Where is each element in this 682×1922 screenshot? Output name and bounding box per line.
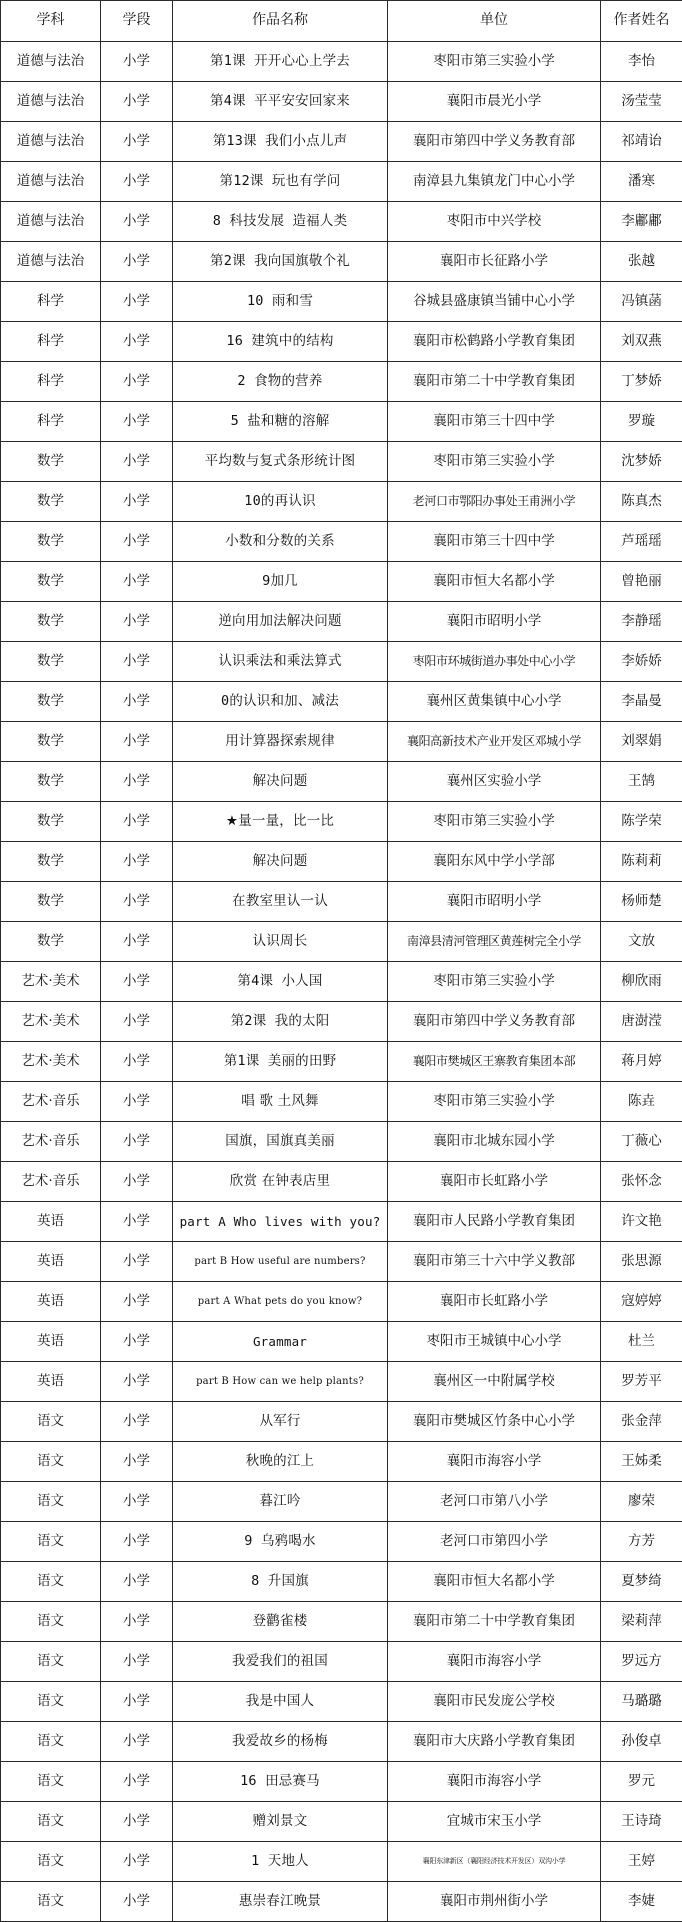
cell-stage: 小学 <box>101 1322 173 1362</box>
cell-author: 丁梦娇 <box>601 362 682 402</box>
cell-subject: 语文 <box>1 1642 101 1682</box>
cell-stage: 小学 <box>101 42 173 82</box>
cell-work-title: 8 科技发展 造福人类 <box>173 202 388 242</box>
cell-subject: 语文 <box>1 1762 101 1802</box>
cell-unit: 襄阳市恒大名都小学 <box>388 1562 601 1602</box>
cell-subject: 英语 <box>1 1322 101 1362</box>
cell-unit: 襄阳市大庆路小学教育集团 <box>388 1722 601 1762</box>
table-row <box>1 1322 682 1362</box>
cell-author: 李静瑶 <box>601 602 682 642</box>
cell-work-title: 平均数与复式条形统计图 <box>173 442 388 482</box>
cell-author: 廖荣 <box>601 1482 682 1522</box>
table-row <box>1 1082 682 1122</box>
cell-subject: 语文 <box>1 1402 101 1442</box>
table-row <box>1 1602 682 1642</box>
cell-author: 方芳 <box>601 1522 682 1562</box>
cell-stage: 小学 <box>101 242 173 282</box>
cell-work-title: 第4课 平平安安回家来 <box>173 82 388 122</box>
cell-author: 曾艳丽 <box>601 562 682 602</box>
cell-stage: 小学 <box>101 922 173 962</box>
cell-stage: 小学 <box>101 1842 173 1882</box>
cell-unit: 襄阳东风中学小学部 <box>388 842 601 882</box>
cell-work-title: 认识乘法和乘法算式 <box>173 642 388 682</box>
cell-unit: 襄阳市樊城区竹条中心小学 <box>388 1402 601 1442</box>
cell-subject: 语文 <box>1 1682 101 1722</box>
cell-unit: 襄阳市长虹路小学 <box>388 1162 601 1202</box>
cell-work-title: 8 升国旗 <box>173 1562 388 1602</box>
cell-unit: 襄阳市恒大名都小学 <box>388 562 601 602</box>
cell-subject: 数学 <box>1 682 101 722</box>
cell-unit: 枣阳市中兴学校 <box>388 202 601 242</box>
cell-stage: 小学 <box>101 482 173 522</box>
table-row <box>1 82 682 122</box>
cell-author: 刘双燕 <box>601 322 682 362</box>
cell-author: 罗芳平 <box>601 1362 682 1402</box>
cell-unit: 襄州区实验小学 <box>388 762 601 802</box>
cell-stage: 小学 <box>101 1122 173 1162</box>
cell-work-title: 我爱我们的祖国 <box>173 1642 388 1682</box>
cell-work-title: 第12课 玩也有学问 <box>173 162 388 202</box>
cell-unit: 襄阳市松鹤路小学教育集团 <box>388 322 601 362</box>
cell-work-title: 逆向用加法解决问题 <box>173 602 388 642</box>
cell-stage: 小学 <box>101 962 173 1002</box>
cell-work-title: 第13课 我们小点儿声 <box>173 122 388 162</box>
table-row <box>1 1402 682 1442</box>
cell-author: 张金萍 <box>601 1402 682 1442</box>
cell-stage: 小学 <box>101 1002 173 1042</box>
cell-stage: 小学 <box>101 1082 173 1122</box>
cell-stage: 小学 <box>101 1882 173 1922</box>
cell-unit: 枣阳市第三实验小学 <box>388 802 601 842</box>
cell-author: 祁靖诒 <box>601 122 682 162</box>
table-row <box>1 1682 682 1722</box>
table-row <box>1 1122 682 1162</box>
cell-stage: 小学 <box>101 802 173 842</box>
cell-stage: 小学 <box>101 1802 173 1842</box>
cell-subject: 语文 <box>1 1562 101 1602</box>
cell-work-title: 我是中国人 <box>173 1682 388 1722</box>
cell-unit: 枣阳市第三实验小学 <box>388 1082 601 1122</box>
cell-author: 文放 <box>601 922 682 962</box>
cell-stage: 小学 <box>101 762 173 802</box>
cell-subject: 艺术·音乐 <box>1 1122 101 1162</box>
cell-subject: 数学 <box>1 642 101 682</box>
cell-unit: 枣阳市第三实验小学 <box>388 42 601 82</box>
cell-work-title: part A What pets do you know? <box>173 1282 388 1322</box>
cell-unit: 襄阳市第三十四中学 <box>388 522 601 562</box>
cell-work-title: 认识周长 <box>173 922 388 962</box>
cell-unit: 襄阳市海容小学 <box>388 1642 601 1682</box>
cell-work-title: 16 田忌赛马 <box>173 1762 388 1802</box>
cell-stage: 小学 <box>101 562 173 602</box>
cell-subject: 数学 <box>1 762 101 802</box>
table-row <box>1 1522 682 1562</box>
table-row <box>1 1042 682 1082</box>
cell-subject: 道德与法治 <box>1 202 101 242</box>
cell-work-title: part B How can we help plants? <box>173 1362 388 1402</box>
cell-unit: 襄阳市第二十中学教育集团 <box>388 1602 601 1642</box>
cell-author: 刘翠娟 <box>601 722 682 762</box>
cell-unit: 南漳县清河管理区黄莲树完全小学 <box>388 922 601 962</box>
cell-unit: 襄阳市人民路小学教育集团 <box>388 1202 601 1242</box>
cell-work-title: 秋晚的江上 <box>173 1442 388 1482</box>
table-row <box>1 442 682 482</box>
cell-unit: 老河口市第八小学 <box>388 1482 601 1522</box>
cell-stage: 小学 <box>101 1722 173 1762</box>
cell-work-title: 1 天地人 <box>173 1842 388 1882</box>
cell-author: 杨师楚 <box>601 882 682 922</box>
cell-work-title: 唱 歌 土风舞 <box>173 1082 388 1122</box>
cell-author: 孙俊卓 <box>601 1722 682 1762</box>
cell-work-title: 解决问题 <box>173 762 388 802</box>
cell-work-title: 在教室里认一认 <box>173 882 388 922</box>
cell-unit: 枣阳市王城镇中心小学 <box>388 1322 601 1362</box>
cell-unit: 襄阳市海容小学 <box>388 1762 601 1802</box>
cell-unit: 襄阳市第四中学义务教育部 <box>388 122 601 162</box>
cell-unit: 宜城市宋玉小学 <box>388 1802 601 1842</box>
cell-author: 寇婷婷 <box>601 1282 682 1322</box>
cell-work-title: 我爱故乡的杨梅 <box>173 1722 388 1762</box>
cell-work-title: 9加几 <box>173 562 388 602</box>
cell-stage: 小学 <box>101 282 173 322</box>
cell-work-title: 5 盐和糖的溶解 <box>173 402 388 442</box>
cell-stage: 小学 <box>101 1242 173 1282</box>
cell-author: 王诗琦 <box>601 1802 682 1842</box>
cell-work-title: 第2课 我向国旗敬个礼 <box>173 242 388 282</box>
cell-author: 陈莉莉 <box>601 842 682 882</box>
table-row <box>1 602 682 642</box>
cell-subject: 数学 <box>1 482 101 522</box>
cell-author: 张越 <box>601 242 682 282</box>
cell-subject: 道德与法治 <box>1 242 101 282</box>
cell-stage: 小学 <box>101 82 173 122</box>
cell-author: 张怀念 <box>601 1162 682 1202</box>
cell-unit: 谷城县盛康镇当铺中心小学 <box>388 282 601 322</box>
cell-author: 李怡 <box>601 42 682 82</box>
cell-author: 许文艳 <box>601 1202 682 1242</box>
cell-stage: 小学 <box>101 722 173 762</box>
table-row <box>1 482 682 522</box>
cell-subject: 语文 <box>1 1602 101 1642</box>
cell-stage: 小学 <box>101 1282 173 1322</box>
cell-stage: 小学 <box>101 1362 173 1402</box>
table-row <box>1 1802 682 1842</box>
cell-unit: 襄州区黄集镇中心小学 <box>388 682 601 722</box>
cell-work-title: 第4课 小人国 <box>173 962 388 1002</box>
cell-unit: 襄阳市第三十四中学 <box>388 402 601 442</box>
table-row <box>1 922 682 962</box>
cell-stage: 小学 <box>101 842 173 882</box>
cell-work-title: 10的再认识 <box>173 482 388 522</box>
cell-author: 杜兰 <box>601 1322 682 1362</box>
header-subject: 学科 <box>1 1 101 42</box>
cell-subject: 英语 <box>1 1242 101 1282</box>
cell-work-title: 惠崇春江晚景 <box>173 1882 388 1922</box>
cell-unit: 襄阳市民发庞公学校 <box>388 1682 601 1722</box>
cell-stage: 小学 <box>101 1682 173 1722</box>
cell-subject: 语文 <box>1 1442 101 1482</box>
table-row <box>1 402 682 442</box>
cell-author: 张思源 <box>601 1242 682 1282</box>
cell-work-title: 欣赏 在钟表店里 <box>173 1162 388 1202</box>
table-row <box>1 1202 682 1242</box>
cell-author: 梁莉萍 <box>601 1602 682 1642</box>
cell-work-title: 国旗，国旗真美丽 <box>173 1122 388 1162</box>
cell-work-title: 登鹳雀楼 <box>173 1602 388 1642</box>
cell-subject: 语文 <box>1 1482 101 1522</box>
cell-unit: 襄阳东津新区（襄阳经济技术开发区）双沟小学 <box>388 1842 601 1882</box>
cell-stage: 小学 <box>101 122 173 162</box>
header-stage: 学段 <box>101 1 173 42</box>
cell-author: 汤莹莹 <box>601 82 682 122</box>
table-row <box>1 722 682 762</box>
cell-work-title: 赠刘景文 <box>173 1802 388 1842</box>
cell-subject: 语文 <box>1 1522 101 1562</box>
cell-subject: 英语 <box>1 1362 101 1402</box>
cell-unit: 襄阳市长虹路小学 <box>388 1282 601 1322</box>
cell-author: 王姊柔 <box>601 1442 682 1482</box>
table-body <box>1 42 682 1922</box>
cell-subject: 艺术·美术 <box>1 1042 101 1082</box>
cell-author: 李鄘鄘 <box>601 202 682 242</box>
cell-work-title: Grammar <box>173 1322 388 1362</box>
cell-author: 罗璇 <box>601 402 682 442</box>
cell-author: 冯镇菡 <box>601 282 682 322</box>
cell-author: 沈梦娇 <box>601 442 682 482</box>
table-row <box>1 202 682 242</box>
cell-author: 潘寒 <box>601 162 682 202</box>
cell-author: 李娇娇 <box>601 642 682 682</box>
cell-work-title: 第1课 开开心心上学去 <box>173 42 388 82</box>
cell-unit: 老河口市第四小学 <box>388 1522 601 1562</box>
cell-author: 夏梦绮 <box>601 1562 682 1602</box>
cell-stage: 小学 <box>101 362 173 402</box>
cell-subject: 道德与法治 <box>1 42 101 82</box>
cell-stage: 小学 <box>101 1162 173 1202</box>
cell-author: 罗元 <box>601 1762 682 1802</box>
table-row <box>1 882 682 922</box>
cell-stage: 小学 <box>101 1642 173 1682</box>
table-row <box>1 1562 682 1602</box>
cell-work-title: 0的认识和加、减法 <box>173 682 388 722</box>
table-row <box>1 322 682 362</box>
cell-unit: 襄阳市荆州街小学 <box>388 1882 601 1922</box>
cell-work-title: 2 食物的营养 <box>173 362 388 402</box>
header-author: 作者姓名 <box>601 1 682 42</box>
cell-subject: 道德与法治 <box>1 162 101 202</box>
table-row <box>1 1722 682 1762</box>
cell-work-title: 第1课 美丽的田野 <box>173 1042 388 1082</box>
cell-subject: 科学 <box>1 362 101 402</box>
cell-author: 李晶曼 <box>601 682 682 722</box>
cell-work-title: part B How useful are numbers? <box>173 1242 388 1282</box>
cell-author: 马璐璐 <box>601 1682 682 1722</box>
table-row <box>1 282 682 322</box>
cell-subject: 艺术·美术 <box>1 962 101 1002</box>
cell-stage: 小学 <box>101 1042 173 1082</box>
cell-work-title: 第2课 我的太阳 <box>173 1002 388 1042</box>
cell-author: 芦瑶瑶 <box>601 522 682 562</box>
cell-stage: 小学 <box>101 322 173 362</box>
table-row <box>1 1002 682 1042</box>
cell-stage: 小学 <box>101 602 173 642</box>
cell-stage: 小学 <box>101 162 173 202</box>
table-row <box>1 1162 682 1202</box>
cell-author: 罗远方 <box>601 1642 682 1682</box>
cell-subject: 语文 <box>1 1722 101 1762</box>
cell-subject: 数学 <box>1 842 101 882</box>
cell-subject: 数学 <box>1 722 101 762</box>
cell-work-title: 16 建筑中的结构 <box>173 322 388 362</box>
cell-stage: 小学 <box>101 1602 173 1642</box>
cell-work-title: 用计算器探索规律 <box>173 722 388 762</box>
cell-stage: 小学 <box>101 202 173 242</box>
table-row <box>1 682 682 722</box>
table-row <box>1 1282 682 1322</box>
cell-stage: 小学 <box>101 1482 173 1522</box>
cell-stage: 小学 <box>101 402 173 442</box>
cell-unit: 襄阳市第二十中学教育集团 <box>388 362 601 402</box>
cell-unit: 南漳县九集镇龙门中心小学 <box>388 162 601 202</box>
cell-author: 王婷 <box>601 1842 682 1882</box>
cell-subject: 艺术·音乐 <box>1 1162 101 1202</box>
cell-subject: 科学 <box>1 402 101 442</box>
cell-author: 蒋月婷 <box>601 1042 682 1082</box>
cell-stage: 小学 <box>101 1762 173 1802</box>
table-row <box>1 522 682 562</box>
cell-subject: 科学 <box>1 282 101 322</box>
cell-stage: 小学 <box>101 1402 173 1442</box>
cell-subject: 数学 <box>1 882 101 922</box>
cell-stage: 小学 <box>101 442 173 482</box>
cell-subject: 英语 <box>1 1202 101 1242</box>
cell-stage: 小学 <box>101 1442 173 1482</box>
cell-subject: 语文 <box>1 1882 101 1922</box>
cell-subject: 数学 <box>1 602 101 642</box>
cell-unit: 枣阳市环城街道办事处中心小学 <box>388 642 601 682</box>
cell-stage: 小学 <box>101 642 173 682</box>
cell-author: 柳欣雨 <box>601 962 682 1002</box>
table-row <box>1 962 682 1002</box>
cell-subject: 语文 <box>1 1842 101 1882</box>
table-row <box>1 122 682 162</box>
table-row <box>1 1762 682 1802</box>
cell-author: 陈真杰 <box>601 482 682 522</box>
cell-subject: 数学 <box>1 522 101 562</box>
cell-unit: 襄阳市长征路小学 <box>388 242 601 282</box>
table-row <box>1 1242 682 1282</box>
cell-unit: 老河口市鄂阳办事处王甫洲小学 <box>388 482 601 522</box>
cell-subject: 语文 <box>1 1802 101 1842</box>
cell-unit: 襄阳市晨光小学 <box>388 82 601 122</box>
cell-work-title: 暮江吟 <box>173 1482 388 1522</box>
table-row <box>1 42 682 82</box>
cell-subject: 数学 <box>1 562 101 602</box>
cell-stage: 小学 <box>101 522 173 562</box>
cell-subject: 数学 <box>1 442 101 482</box>
cell-stage: 小学 <box>101 1562 173 1602</box>
table-row <box>1 1362 682 1402</box>
cell-author: 唐澍滢 <box>601 1002 682 1042</box>
cell-unit: 襄阳市昭明小学 <box>388 602 601 642</box>
cell-subject: 数学 <box>1 802 101 842</box>
cell-subject: 英语 <box>1 1282 101 1322</box>
cell-stage: 小学 <box>101 1522 173 1562</box>
cell-stage: 小学 <box>101 882 173 922</box>
cell-work-title: part A Who lives with you? <box>173 1202 388 1242</box>
cell-unit: 襄阳市海容小学 <box>388 1442 601 1482</box>
cell-unit: 襄阳市樊城区王寨教育集团本部 <box>388 1042 601 1082</box>
header-row <box>1 1 682 42</box>
table-row <box>1 1442 682 1482</box>
cell-unit: 襄阳市第四中学义务教育部 <box>388 1002 601 1042</box>
cell-unit: 襄阳市第三十六中学义教部 <box>388 1242 601 1282</box>
table-row <box>1 162 682 202</box>
cell-work-title: 解决问题 <box>173 842 388 882</box>
cell-author: 陈垚 <box>601 1082 682 1122</box>
cell-stage: 小学 <box>101 1202 173 1242</box>
cell-unit: 襄阳市昭明小学 <box>388 882 601 922</box>
table-row <box>1 362 682 402</box>
cell-author: 李婕 <box>601 1882 682 1922</box>
cell-work-title: ★量一量，比一比 <box>173 802 388 842</box>
cell-subject: 艺术·美术 <box>1 1002 101 1042</box>
cell-stage: 小学 <box>101 682 173 722</box>
cell-work-title: 10 雨和雪 <box>173 282 388 322</box>
table-row <box>1 1842 682 1882</box>
cell-author: 王鹄 <box>601 762 682 802</box>
cell-author: 丁薇心 <box>601 1122 682 1162</box>
table-row <box>1 1882 682 1922</box>
cell-work-title: 9 乌鸦喝水 <box>173 1522 388 1562</box>
table-row <box>1 1642 682 1682</box>
cell-subject: 道德与法治 <box>1 122 101 162</box>
cell-unit: 枣阳市第三实验小学 <box>388 962 601 1002</box>
table-row <box>1 242 682 282</box>
table-row <box>1 642 682 682</box>
header-work-title: 作品名称 <box>173 1 388 42</box>
cell-work-title: 从军行 <box>173 1402 388 1442</box>
cell-subject: 科学 <box>1 322 101 362</box>
cell-author: 陈学荣 <box>601 802 682 842</box>
cell-subject: 数学 <box>1 922 101 962</box>
cell-work-title: 小数和分数的关系 <box>173 522 388 562</box>
cell-unit: 枣阳市第三实验小学 <box>388 442 601 482</box>
cell-subject: 艺术·音乐 <box>1 1082 101 1122</box>
cell-unit: 襄州区一中附属学校 <box>388 1362 601 1402</box>
header-unit: 单位 <box>388 1 601 42</box>
cell-unit: 襄阳市北城东园小学 <box>388 1122 601 1162</box>
table-row <box>1 802 682 842</box>
table-row <box>1 762 682 802</box>
table-row <box>1 1482 682 1522</box>
cell-subject: 道德与法治 <box>1 82 101 122</box>
table-row <box>1 842 682 882</box>
table-row <box>1 562 682 602</box>
cell-unit: 襄阳高新技术产业开发区邓城小学 <box>388 722 601 762</box>
